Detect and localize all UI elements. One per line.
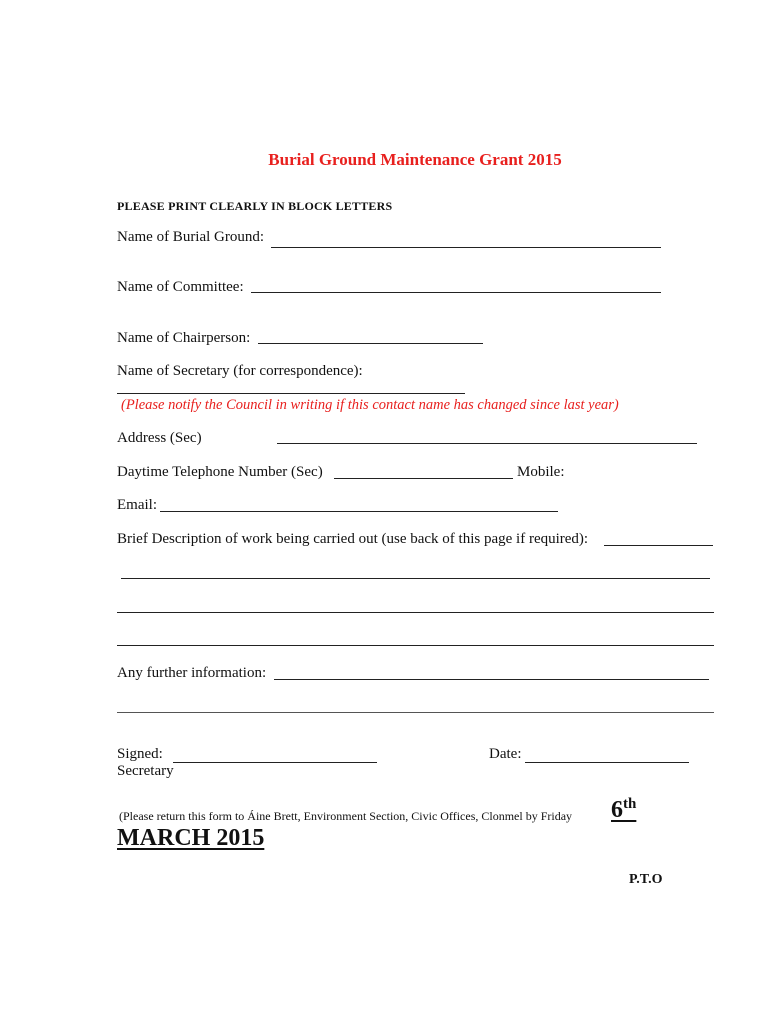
further-info-label: Any further information: — [117, 665, 267, 681]
description-field-line-2[interactable] — [121, 578, 710, 579]
deadline-day-number: 6 — [611, 797, 623, 823]
email-label: Email: — [117, 497, 157, 513]
telephone-label: Daytime Telephone Number (Sec) — [117, 464, 323, 480]
address-field[interactable] — [277, 443, 697, 444]
telephone-field[interactable] — [334, 478, 513, 479]
committee-field[interactable] — [251, 292, 661, 293]
description-label: Brief Description of work being carried out (use back of this page if required): — [117, 531, 589, 547]
date-field[interactable] — [525, 762, 689, 763]
email-field[interactable] — [160, 511, 558, 512]
chairperson-label: Name of Chairperson: — [117, 330, 251, 346]
committee-label: Name of Committee: — [117, 279, 244, 295]
date-label: Date: — [489, 746, 522, 762]
secretary-field[interactable] — [117, 393, 465, 394]
form-title: Burial Ground Maintenance Grant 2015 — [268, 150, 562, 169]
burial-ground-field[interactable] — [271, 247, 661, 248]
description-field-line-3[interactable] — [117, 612, 714, 613]
further-info-field-line-1[interactable] — [274, 679, 709, 680]
mobile-label: Mobile: — [517, 464, 565, 480]
signature-field[interactable] — [173, 762, 377, 763]
pto-note: P.T.O — [629, 872, 663, 887]
burial-ground-label: Name of Burial Ground: — [117, 229, 265, 245]
block-letters-instruction: PLEASE PRINT CLEARLY IN BLOCK LETTERS — [117, 199, 393, 213]
signed-label: Signed: — [117, 746, 163, 762]
deadline-day — [611, 796, 636, 824]
secretary-label: Name of Secretary (for correspondence): — [117, 363, 363, 379]
chairperson-field[interactable] — [258, 343, 483, 344]
return-instruction: (Please return this form to Áine Brett, Environment Section, Civic Offices, Clonmel by Friday — [119, 809, 573, 823]
secretary-change-note: (Please notify the Council in writing if this contact name has changed since last year) — [121, 397, 619, 413]
description-field-line-1[interactable] — [604, 545, 713, 546]
deadline-month: MARCH 2015 — [117, 825, 265, 851]
secretary-caption: Secretary — [117, 763, 174, 779]
address-label: Address (Sec) — [117, 430, 202, 446]
deadline-day-suffix: th — [623, 796, 637, 812]
further-info-field-line-2[interactable] — [117, 712, 714, 713]
description-field-line-4[interactable] — [117, 645, 714, 646]
